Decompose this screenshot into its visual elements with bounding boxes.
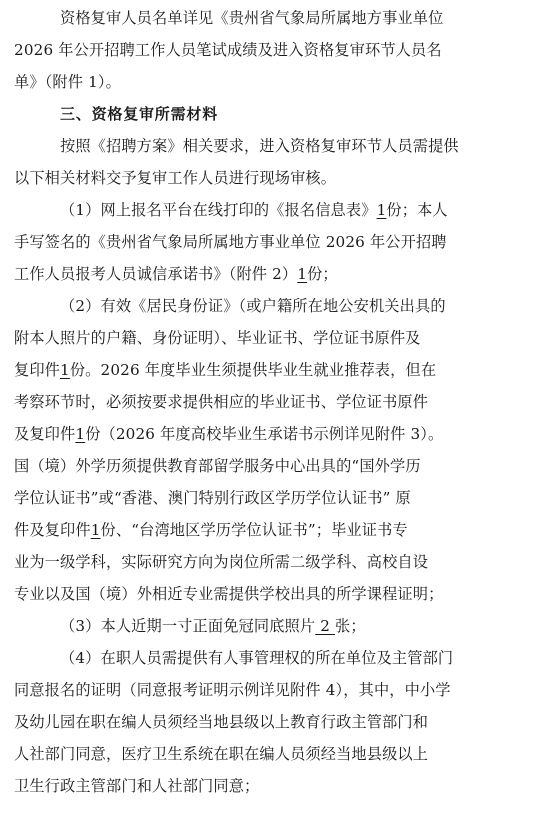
text-segment: 考察环节时，必须按要求提供相应的毕业证书、学位证书原件 bbox=[14, 393, 429, 411]
text-line bbox=[14, 162, 536, 194]
text-segment: 份。2026 年度毕业生须提供毕业生就业推荐表，但在 bbox=[69, 361, 437, 379]
text-line bbox=[14, 578, 536, 610]
text-segment: 以下相关材料交予复审工作人员进行现场审核。 bbox=[14, 169, 337, 187]
text-line bbox=[60, 610, 536, 642]
text-segment: 工作人员报考人员诚信承诺书》（附件 2） bbox=[14, 265, 298, 283]
text-segment: 学位认证书”或“香港、澳门特别行政区学历学位认证书” 原 bbox=[14, 489, 411, 507]
text-segment: 单》（附件 1）。 bbox=[14, 73, 121, 91]
text-line bbox=[14, 450, 536, 482]
text-segment: 及复印件 bbox=[14, 425, 76, 443]
text-line bbox=[14, 738, 536, 770]
text-line bbox=[14, 258, 536, 290]
text-segment: 专业以及国（境）外相近专业需提供学校出具的所学课程证明； bbox=[14, 585, 444, 603]
text-segment: 同意报名的证明（同意报考证明示例详见附件 4），其中，中小学 bbox=[14, 681, 451, 699]
text-segment: 国（境）外学历须提供教育部留学服务中心出具的“国外学历 bbox=[14, 457, 421, 475]
text-line bbox=[60, 194, 536, 226]
text-line bbox=[14, 386, 536, 418]
text-line bbox=[14, 706, 536, 738]
underlined-fill-value: 2 bbox=[315, 617, 335, 635]
text-segment: 业为一级学科，实际研究方向为岗位所需二级学科、高校自设 bbox=[14, 553, 429, 571]
underlined-fill-value: 1 bbox=[75, 425, 86, 443]
text-segment: （1）网上报名平台在线打印的《报名信息表》 bbox=[60, 201, 377, 219]
underlined-fill-value: 1 bbox=[90, 521, 101, 539]
text-segment: 份；本人 bbox=[386, 201, 448, 219]
text-segment: 份； bbox=[307, 265, 338, 283]
text-line bbox=[14, 482, 536, 514]
text-segment: 人社部门同意，医疗卫生系统在职在编人员须经当地县级以上 bbox=[14, 745, 429, 763]
text-segment: 2026 年公开招聘工作人员笔试成绩及进入资格复审环节人员名 bbox=[14, 41, 442, 59]
text-segment: 张； bbox=[335, 617, 366, 635]
text-segment: （3）本人近期一寸正面免冠同底照片 bbox=[60, 617, 316, 635]
text-line bbox=[14, 514, 536, 546]
text-segment: 附本人照片的户籍、身份证明）、毕业证书、学位证书原件及 bbox=[14, 329, 421, 347]
text-line bbox=[60, 130, 536, 162]
text-line bbox=[14, 674, 536, 706]
text-line bbox=[60, 642, 536, 674]
text-line bbox=[14, 34, 536, 66]
text-line bbox=[14, 322, 536, 354]
text-segment: 复印件 bbox=[14, 361, 61, 379]
text-segment: （2）有效《居民身份证》（或户籍所在地公安机关出具的 bbox=[60, 297, 446, 315]
text-line bbox=[60, 290, 536, 322]
text-segment: 三、资格复审所需材料 bbox=[60, 105, 219, 123]
text-segment: 卫生行政主管部门和人社部门同意； bbox=[14, 777, 260, 795]
text-line bbox=[60, 2, 536, 34]
text-segment: 资格复审人员名单详见《贵州省气象局所属地方事业单位 bbox=[60, 9, 444, 27]
section-heading bbox=[60, 98, 536, 130]
text-segment: 按照《招聘方案》相关要求，进入资格复审环节人员需提供 bbox=[60, 137, 459, 155]
text-line bbox=[14, 226, 536, 258]
text-line bbox=[14, 770, 536, 802]
text-segment: 份（2026 年度高校毕业生承诺书示例详见附件 3）。 bbox=[85, 425, 444, 443]
text-line bbox=[14, 418, 536, 450]
text-line bbox=[14, 354, 536, 386]
text-line bbox=[14, 66, 536, 98]
text-line bbox=[14, 546, 536, 578]
text-segment: 手写签名的《贵州省气象局所属地方事业单位 2026 年公开招聘 bbox=[14, 233, 447, 251]
text-segment: 份、“台湾地区学历学位认证书”；毕业证书专 bbox=[100, 521, 408, 539]
underlined-fill-value: 1 bbox=[376, 201, 387, 219]
text-segment: 件及复印件 bbox=[14, 521, 91, 539]
underlined-fill-value: 1 bbox=[297, 265, 308, 283]
underlined-fill-value: 1 bbox=[60, 361, 70, 379]
text-segment: 及幼儿园在职在编人员须经当地县级以上教育行政主管部门和 bbox=[14, 713, 429, 731]
text-segment: （4）在职人员需提供有人事管理权的所在单位及主管部门 bbox=[60, 649, 454, 667]
